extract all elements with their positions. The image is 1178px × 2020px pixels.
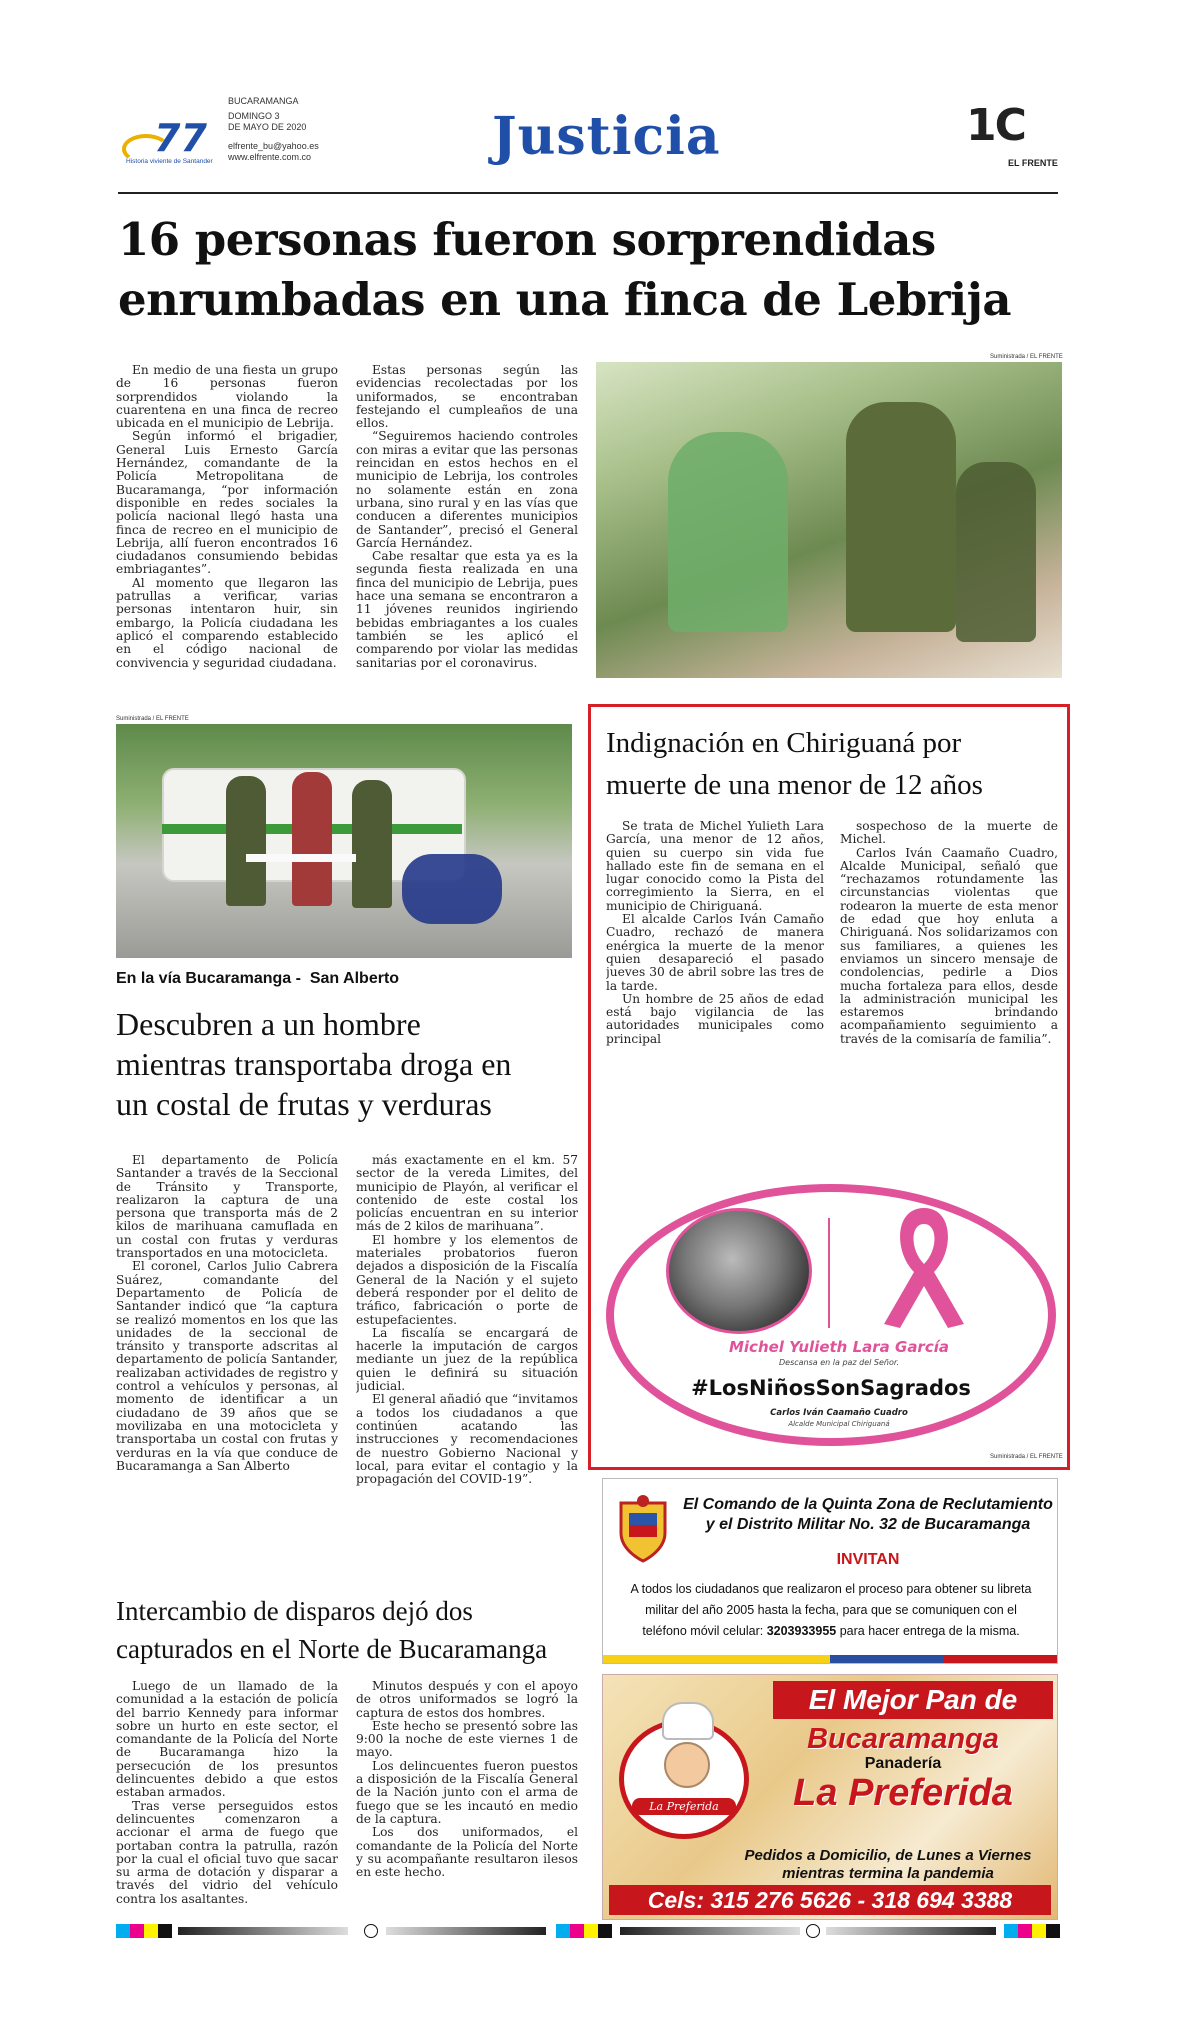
- body-paragraph: El coronel, Carlos Julio Cabrera Suárez, comandante del Departamento de Policía de Santander indicó que “la captura se realizó momentos en los que las unidades de la seccional de tránsito y transporte adscritas al departamento de policía Santander, realizaban actividades de registro y control a vehículos y personas, al momento de identificar a un ciudadano de 39 años que se movilizaba en una motocicleta y transportaba un costal con frutas y verduras en la vía que conduce de Bucaramanga a San Alberto: [116, 1259, 338, 1473]
- page-number: 1C: [966, 100, 1025, 151]
- logo: [122, 116, 232, 165]
- story1-headline: [118, 210, 1068, 330]
- memorial-name: Michel Yulieth Lara García: [728, 1338, 949, 1356]
- bakery-phones: Cels: 315 276 5626 - 318 694 3388: [609, 1885, 1051, 1915]
- story3-headline: [606, 722, 1056, 806]
- memorial-badge: [606, 1184, 1056, 1446]
- body-paragraph: “Seguiremos haciendo controles con miras a evitar que las personas reincidan en estos hechos en el municipio de Lebrija, los controles no solamente están en zona urbana, sino rural y en las vías que conducen a diferentes municipios de Santander”, precisó el General García Hernández.: [356, 429, 578, 550]
- ad-military-title: [683, 1495, 1053, 1535]
- body-paragraph: Los dos uniformados, el comandante de la Policía del Norte y su acompañante resultaron ilesos en este hecho.: [356, 1825, 578, 1880]
- body-paragraph: Luego de un llamado de la comunidad a la estación de policía del barrio Kennedy para informar sobre un hurto en este sector, el comandante de la Policía del Norte de Bucaramanga hizo la persecución de los presuntos delincuentes debido a que estos estaban armados.: [116, 1680, 338, 1800]
- body-paragraph: Este hecho se presentó sobre las 9:00 la noche de este viernes 1 de mayo.: [356, 1718, 578, 1760]
- contact-email: elfrente_bu@yahoo.es: [228, 141, 319, 151]
- swatch-cyan-2: [556, 1924, 570, 1938]
- masthead: [112, 92, 1062, 192]
- bakery-logo-text: La Preferida: [632, 1798, 736, 1815]
- story4-column2: [356, 1680, 578, 1920]
- body-paragraph: Carlos Iván Caamaño Cuadro, Alcalde Municipal, señaló que “rechazamos rotundamente las circunstancias violentas que rodearon la muerte de esta menor de edad que hoy enluta a Chiriguaná. Nos solidarizamos con sus familiares, a quienes les enviamos un sincero mensaje de condolencias, pedirle a Dios mucha fortaleza para ellos, desde la administración municipal les estaremos brindando acompañamiento seguimiento a través de la comisaría de familia”.: [840, 845, 1058, 1046]
- story2-headline: [116, 1004, 576, 1124]
- memorial-hashtag: #LosNiñosSonSagrados: [691, 1376, 971, 1400]
- bakery-delivery: [723, 1847, 1053, 1883]
- photo-figure-blurred: [668, 432, 788, 632]
- story2-headline-line3: un costal de frutas y verduras: [116, 1086, 492, 1122]
- body-paragraph: Se trata de Michel Yulieth Lara García, una menor de 12 años, quien su cuerpo sin vida fue hallado este fin de semana en el lugar conocido como la Pista del corregimiento la Sierra, en el municipio de Chiriguaná.: [606, 820, 824, 913]
- story4-headline: [116, 1592, 586, 1668]
- body-paragraph: El departamento de Policía Santander a través de la Seccional de Tránsito y Transporte, realizaron la captura de una persona que transporta más de 2 kilos de marihuana camuflada en un costal con frutas y verduras transportados en una motocicleta.: [116, 1154, 338, 1261]
- body-paragraph: Un hombre de 25 años de edad está bajo vigilancia de las autoridades municipales como principal: [606, 991, 824, 1046]
- color-swatches-right: [1004, 1924, 1060, 1938]
- photo-table: [246, 854, 356, 932]
- registration-mark-icon: [364, 1924, 378, 1938]
- photo-figure-officer: [846, 402, 956, 632]
- swatch-cyan-3: [1004, 1924, 1018, 1938]
- logo-number: 77: [154, 116, 207, 160]
- logo-tagline: Historia viviente de Santander: [126, 158, 213, 165]
- gray-gradient-far: [826, 1927, 996, 1935]
- story3-column2: [840, 820, 1058, 1142]
- story4-headline-line1: Intercambio de disparos dejó dos: [116, 1596, 473, 1626]
- dateline-date: DE MAYO DE 2020: [228, 122, 307, 132]
- section-title: Justicia: [492, 106, 721, 167]
- ad-military-flag-bar: [603, 1655, 1057, 1663]
- memorial-subtitle: Descansa en la paz del Señor.: [779, 1358, 899, 1367]
- dateline: [228, 96, 319, 163]
- body-paragraph: Estas personas según las evidencias recolectadas por los uniformados, se encontraban festejando el cumpleaños de una ellos.: [356, 364, 578, 431]
- bakery-line3: Panadería: [864, 1755, 942, 1772]
- brand-label: EL FRENTE: [1008, 158, 1058, 168]
- story3-headline-line2: muerte de una menor de 12 años: [606, 769, 983, 801]
- chef-hat-icon: [662, 1702, 714, 1740]
- ad-bakery: [602, 1674, 1058, 1920]
- gray-gradient-left: [178, 1927, 348, 1935]
- story3-column1: [606, 820, 824, 1142]
- gray-gradient-right: [620, 1927, 800, 1935]
- story1-photo-credit: Suministrada / EL FRENTE: [990, 354, 1063, 360]
- military-crest-icon: [613, 1495, 673, 1567]
- body-paragraph: Según informó el brigadier, General Luis Ernesto García Hernández, comandante de la Policía Metropolitana de Bucaramanga, “por información disponible en redes sociales la policía nacional llegó hasta una finca de recreo en el municipio de Lebrija, allí fueron encontrados 16 ciudadanos consumiendo bebidas embriagantes”.: [116, 429, 338, 577]
- bakery-line5: Pedidos a Domicilio, de Lunes a Viernes: [744, 1847, 1032, 1864]
- story1-column2: [356, 364, 578, 682]
- bakery-line6: mientras termina la pandemia: [782, 1865, 994, 1882]
- story2-photo: [116, 724, 572, 958]
- story1-column1: [116, 364, 338, 682]
- swatch-black-2: [598, 1924, 612, 1938]
- story3-photo-credit: Suministrada / EL FRENTE: [990, 1454, 1063, 1460]
- story1-headline-line2: enrumbadas en una finca de Lebrija: [118, 273, 1012, 326]
- bakery-chef-logo: [619, 1719, 749, 1839]
- photo-officer-right: [352, 780, 392, 908]
- registration-mark-icon-2: [806, 1924, 820, 1938]
- flag-blue: [830, 1655, 944, 1663]
- ad-military-body-line2: militar del año 2005 hasta la fecha, para que se comuniquen con el: [645, 1603, 1017, 1617]
- ad-military-body: [621, 1579, 1041, 1642]
- body-paragraph: Tras verse perseguidos estos delincuentes comenzaron a accionar el arma de fuego que portaban contra la patrulla, razón por la cual el oficial tuvo que sacar su arma de dotación y disparar a través del vidrio del vehículo contra los asaltantes.: [116, 1798, 338, 1906]
- dateline-city: BUCARAMANGA: [228, 96, 299, 106]
- masthead-rule: [118, 192, 1058, 194]
- body-paragraph: Minutos después y con el apoyo de otros uniformados se logró la captura de estos dos hombres.: [356, 1680, 578, 1720]
- story4-column1: [116, 1680, 338, 1920]
- ad-military-invitan: INVITAN: [836, 1551, 900, 1568]
- bakery-line1: El Mejor Pan de: [773, 1681, 1053, 1719]
- ad-military-body-line3a: teléfono móvil celular:: [642, 1624, 767, 1638]
- swatch-magenta-2: [570, 1924, 584, 1938]
- contact-web: www.elfrente.com.co: [228, 152, 312, 162]
- story2-column1: [116, 1154, 338, 1566]
- swatch-yellow-3: [1032, 1924, 1046, 1938]
- pink-ribbon-icon: [864, 1202, 984, 1332]
- swatch-cyan: [116, 1924, 130, 1938]
- flag-red: [944, 1655, 1058, 1663]
- story3-headline-line1: Indignación en Chiriguaná por: [606, 727, 962, 759]
- story2-photo-credit: Suministrada / EL FRENTE: [116, 716, 189, 722]
- color-swatches-mid: [556, 1924, 612, 1938]
- ad-military: [602, 1478, 1058, 1664]
- bakery-line2: Bucaramanga: [807, 1723, 999, 1755]
- body-paragraph: El general añadió que “invitamos a todos los ciudadanos a que continúen acatando las instrucciones y recomendaciones de nuestro Gobierno Nacional y local, para evitar el contagio y la propagación del COVID-19”.: [356, 1392, 578, 1487]
- dateline-day: DOMINGO 3: [228, 111, 280, 121]
- ad-military-title-line1: El Comando de la Quinta Zona de Reclutamiento: [683, 1496, 1053, 1513]
- body-paragraph: Al momento que llegaron las patrullas a verificar, varias personas intentaron huir, sin embargo, la Policía ciudadana les aplicó el comparendo establecido en el código nacional de convivencia y seguridad ciudadana.: [116, 575, 338, 670]
- print-registration-bar: [116, 1924, 1062, 1938]
- gray-gradient-mid: [386, 1927, 546, 1935]
- body-paragraph: El alcalde Carlos Iván Camaño Cuadro, rechazó de manera enérgica la muerte de la menor quien desapareció el pasado jueves 30 de abril sobre las tres de la tarde.: [606, 912, 824, 993]
- photo-motorcycle: [402, 854, 502, 924]
- swatch-yellow: [144, 1924, 158, 1938]
- story4-headline-line2: capturados en el Norte de Bucaramanga: [116, 1634, 548, 1664]
- body-paragraph: En medio de una fiesta un grupo de 16 personas fueron sorprendidos violando la cuarentena en una finca de recreo ubicada en el municipio de Lebrija.: [116, 364, 338, 431]
- swatch-black-3: [1046, 1924, 1060, 1938]
- ad-military-body-line3b: para hacer entrega de la misma.: [836, 1624, 1020, 1638]
- body-paragraph: sospechoso de la muerte de Michel.: [840, 820, 1058, 847]
- ad-military-body-line3: [621, 1621, 1041, 1642]
- body-paragraph: Cabe resaltar que esta ya es la segunda fiesta realizada en una finca del municipio de Lebrija, pues hace una semana se encontraron a 11 jóvenes reunidos ingiriendo bebidas embriagantes a los cuales también se les aplicó el comparendo por violar las medidas sanitarias por el coronavirus.: [356, 549, 578, 670]
- swatch-yellow-2: [584, 1924, 598, 1938]
- body-paragraph: Los delincuentes fueron puestos a disposición de la Fiscalía General de la Nación junto con el arma de fuego que se les incautó en medio de la captura.: [356, 1758, 578, 1826]
- bakery-line4: La Preferida: [793, 1772, 1013, 1814]
- swatch-magenta: [130, 1924, 144, 1938]
- memorial-signature-role: Alcalde Municipal Chiriguaná: [788, 1420, 890, 1428]
- swatch-magenta-3: [1018, 1924, 1032, 1938]
- story1-headline-line1: 16 personas fueron sorprendidas: [118, 213, 936, 266]
- ad-military-title-line2: y el Distrito Militar No. 32 de Bucaramanga: [705, 1516, 1031, 1533]
- story2-headline-line1: Descubren a un hombre: [116, 1006, 421, 1042]
- flag-yellow: [603, 1655, 830, 1663]
- body-paragraph: El hombre y los elementos de materiales probatorios fueron dejados a disposición de la Fiscalía General de la Nación y el sujeto deberá responder por el delito de tráfico, fabricación o porte de estupefacientes.: [356, 1232, 578, 1327]
- color-swatches-left: [116, 1924, 172, 1938]
- story2-kicker: En la vía Bucaramanga - San Alberto: [116, 970, 400, 987]
- memorial-signature-name: Carlos Iván Caamaño Cuadro: [770, 1408, 908, 1418]
- photo-figure-officer-2: [956, 462, 1036, 642]
- memorial-photo: [666, 1208, 812, 1334]
- story2-headline-line2: mientras transportaba droga en: [116, 1046, 512, 1082]
- story1-photo: [596, 362, 1062, 678]
- story2-column2: [356, 1154, 578, 1566]
- body-paragraph: más exactamente en el km. 57 sector de la vereda Limites, del municipio de Playón, al verificar el contenido de este costal los policías encuentran en su interior más de 2 kilos de marihuana”.: [356, 1154, 578, 1234]
- memorial-divider: [828, 1218, 830, 1328]
- swatch-black: [158, 1924, 172, 1938]
- body-paragraph: La fiscalía se encargará de hacerle la imputación de cargos mediante un juez de la república quien le definirá su situación judicial.: [356, 1325, 578, 1394]
- chef-face-icon: [664, 1742, 710, 1788]
- bakery-headline: [753, 1681, 1053, 1813]
- ad-military-phone: 3203933955: [766, 1624, 837, 1638]
- ad-military-body-line1: A todos los ciudadanos que realizaron el proceso para obtener su libreta: [630, 1582, 1032, 1596]
